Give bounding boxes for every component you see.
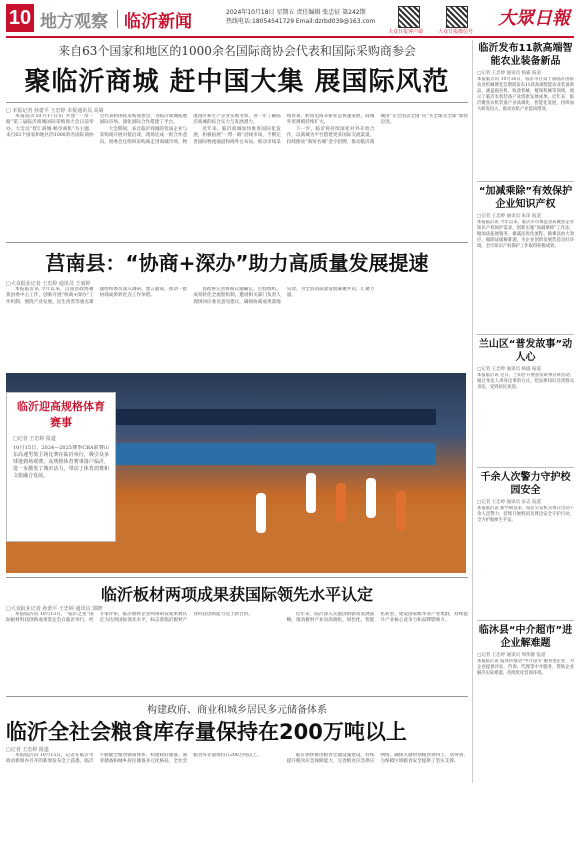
issue-meta-line2: 热线电话:18054541729 Email:dzrbd039@163.com xyxy=(226,18,376,25)
newspaper-logo: 大眾日報 xyxy=(498,8,570,29)
player xyxy=(256,493,266,533)
lead-byline: □ 本报记者 孙蕾平 王忠婷 本报通讯员 高婧 xyxy=(6,108,104,114)
story4-kicker: 构建政府、商业和城乡居民多元储备体系 xyxy=(147,705,327,716)
rail-story-body: 本报临沂讯 今年以来，临沂市市场监管局聚焦企业知识产权保护需求，创新实施“加减乘除”工作法，做加法拓展服务、做减法优化流程、做乘法放大效应、做除法破解难题，为企业创新发展营造良好环境，全市知识产权保护工作取得积极成效。 xyxy=(477,220,574,249)
rail-story xyxy=(477,624,574,779)
lead-body xyxy=(6,114,468,238)
header-rule xyxy=(6,36,574,38)
rail-story xyxy=(477,471,574,616)
divider xyxy=(477,181,574,182)
issue-meta-line1: 2024年10月18日 星期五 责任编辑 张忠征 第242期 xyxy=(226,9,366,16)
rail-story-byline: □记者 王忠婷 通讯员 杨瑜 报道 xyxy=(477,367,541,372)
divider xyxy=(6,577,468,578)
rail-story-title: 临沐县“中介超市”进企业解难题 xyxy=(478,625,573,649)
rail-story-body: 本报临沂讯 临沭县推动“中介超市”服务进企业，为企业提供评估、咨询、代理等中介服务，帮助企业解决实际难题，持续优化营商环境。 xyxy=(477,659,574,676)
story3-headline: 临沂板材两项成果获国际领先水平认定 xyxy=(100,585,373,604)
qr1-label: 大众日报客户端 xyxy=(388,29,424,35)
right-rail xyxy=(472,40,574,783)
story4-body xyxy=(6,753,468,809)
rail-story-title: 千余人次警力守护校园安全 xyxy=(480,472,571,496)
paragraph: 县政协完善协商议题确定、过程组织、成果转化全流程机制，邀请相关部门负责人现场回应委员意见建议，确保协商成果落地见效，为全县高质量发展凝聚共识、汇聚力量。 xyxy=(193,287,375,305)
player xyxy=(366,478,376,518)
section-divider xyxy=(117,10,118,28)
story3-body xyxy=(6,612,468,692)
player xyxy=(306,473,316,513)
rail-story-byline: □记者 王忠婷 通讯员 朱泽 报道 xyxy=(477,214,541,219)
photo-caption-box xyxy=(6,392,116,542)
rail-story-title: “加减乘除”有效保护企业知识产权 xyxy=(478,186,573,210)
rail-story-title: 兰山区“普发故事”动人心 xyxy=(478,339,573,363)
divider xyxy=(477,334,574,335)
caption-byline: □记者 王忠婷 报道 xyxy=(13,436,56,442)
story4-byline: □记者 王忠婷 报道 xyxy=(6,747,49,753)
paragraph: 大会期间，来自临沂商城的优质企业与采购商开展对接洽谈，现场达成一批合作意向。组委会还组织采购商走进商城市场、物流园区和生产企业实地考察，进一步了解临沂商城的综合实力与发展潜力。 xyxy=(99,114,281,145)
qr-code-icon[interactable] xyxy=(446,6,468,28)
divider xyxy=(6,102,468,103)
rail-story-byline: □记者 王忠婷 通讯员 宋志 报道 xyxy=(477,500,541,505)
rail-story-body: 本报临沂讯 近日，兰山区开展普法故事宣讲活动，通过身边人讲身边事的方式，把法律知识送到群众身边，受到居民欢迎。 xyxy=(477,373,574,390)
rail-story-title: 临沂发布11款高端智能农业装备新品 xyxy=(478,43,573,67)
divider xyxy=(477,620,574,621)
paragraph: 本报临沂讯 10月13日，“临沂之星”国际板材科技创新成果鉴定会在临沂举行。经专家评审，临沂板材企业两项研发成果被认定为达到国际领先水平，标志着临沂板材产业科技创新能力迈上新台阶。 xyxy=(6,612,253,624)
paragraph: 本报临沂讯 今年以来，莒南县政协聚焦县委中心工作，创新开展“协商+深办”工作机制，围绕产业发展、民生改善等重点课题组织委员深入调研、建言献策，推动一批协商成果转化为工作举措。 xyxy=(6,287,188,305)
paragraph: 近年来，临沂商城加快推进国际化发展，积极拓展“一带一路”沿线市场，不断完善国际物流通道和海外仓布局，推动市场采购贸易、跨境电商等新业态快速发展，商城外贸规模持续扩大。 xyxy=(193,114,375,145)
masthead xyxy=(6,4,574,34)
qr2-label: 大众日报微信号 xyxy=(438,29,474,35)
story2-byline: □大众报业记者 王忠婷 通讯员 王雨婷 xyxy=(6,281,91,287)
qr-code-icon[interactable] xyxy=(398,6,420,28)
story4-headline: 临沂全社会粮食库存量保持在200万吨以上 xyxy=(6,720,407,744)
paragraph: 临沂加快推进粮食仓储设施建设，持续提升粮食应急保障能力，完善粮食应急供应网络，确保关键时刻粮食供得上、送得到，为保障区域粮食安全提供了坚实支撑。 xyxy=(286,753,468,765)
paragraph: 本报临沂10月17日讯 共建“一带一路”第三届临沂商城国际采购商大会日前举办。大会以“智汇商城·畅享商机”为主题，来自63个国家和地区的1000余名国际商协会代表和国际采购商参会，为临沂商城拓展国际市场、深化国际合作搭建了平台。 xyxy=(6,114,188,139)
lead-kicker: 来自63个国家和地区的1000余名国际商协会代表和国际采购商参会 xyxy=(58,44,416,58)
issue-meta xyxy=(226,8,375,26)
rail-story-byline: □记者 王忠婷 通讯员 杨霖 报道 xyxy=(477,71,541,76)
rail-story-body: 本报临沂讯 10月16日，临沂市在第十届临沂国际农业机械博览会期间发布11款高端智能农业装备新品，涵盖拖拉机、收获机械、植保机械等领域，展示了临沂农机装备产业创新发展成果。近年来，临沂聚焦农机装备产业高端化、智能化发展，持续加大研发投入，推动农机产业提质增效。 xyxy=(477,77,574,112)
rail-story-byline: □记者 王忠婷 通讯员 周伟静 报道 xyxy=(477,653,546,658)
rail-story xyxy=(477,42,574,177)
player xyxy=(396,491,406,531)
paragraph: 下一步，临沂将持续深化对外开放合作，以商城为平台搭建更多国际交流渠道，持续擦亮“商贸名城”金字招牌，推动临沂商城由“买全国卖全国”向“买全球卖全球”加快迈进。 xyxy=(286,114,468,145)
story2-body xyxy=(6,287,468,373)
divider xyxy=(6,696,468,697)
divider xyxy=(477,467,574,468)
caption-title: 临沂迎高规格体育赛事 xyxy=(17,400,105,429)
rail-story xyxy=(477,338,574,463)
paragraph: 本报临沂讯 10月15日，记者在临沂市政府新闻办召开的新闻发布会上获悉，临沂不断健全粮食储备体系，构建政府储备、商业储备和城乡居民储备多元化格局，全社会粮食库存量保持在200万吨以上。 xyxy=(6,753,262,765)
paragraph: 近年来，临沂深入实施创新驱动发展战略，推动板材产业向高端化、绿色化、智能化转型，建设国家级木业产业集群，持续提升产业核心竞争力和品牌影响力。 xyxy=(286,612,468,624)
rail-story xyxy=(477,185,574,330)
lead-headline: 聚临沂商城 赶中国大集 展国际风范 xyxy=(24,67,450,97)
divider xyxy=(6,242,468,243)
section-name: 地方观察 xyxy=(40,12,108,32)
region-name: 临沂新闻 xyxy=(124,12,192,32)
player xyxy=(336,483,346,523)
story3-byline: □大众报业记者 孙蕾平 王忠婷 通讯员 郭晓 xyxy=(6,606,103,612)
story2-headline: 莒南县：“协商+深办”助力高质量发展提速 xyxy=(45,251,429,275)
caption-text: 10月15日，2024—2025赛季CBA联赛山东高速男篮主场比赛在临沂举行，吸引众多球迷到场观赛。高规格体育赛事落户临沂，进一步激发了城市活力，带动了体育消费和文旅融合发展。 xyxy=(13,445,109,479)
rail-story-body: 本报临沂讯 新学期以来，临沂公安机关每日出动千余人次警力，持续开展校园及周边安全守护行动，全力护航师生平安。 xyxy=(477,506,574,523)
page-number: 10 xyxy=(6,4,34,32)
